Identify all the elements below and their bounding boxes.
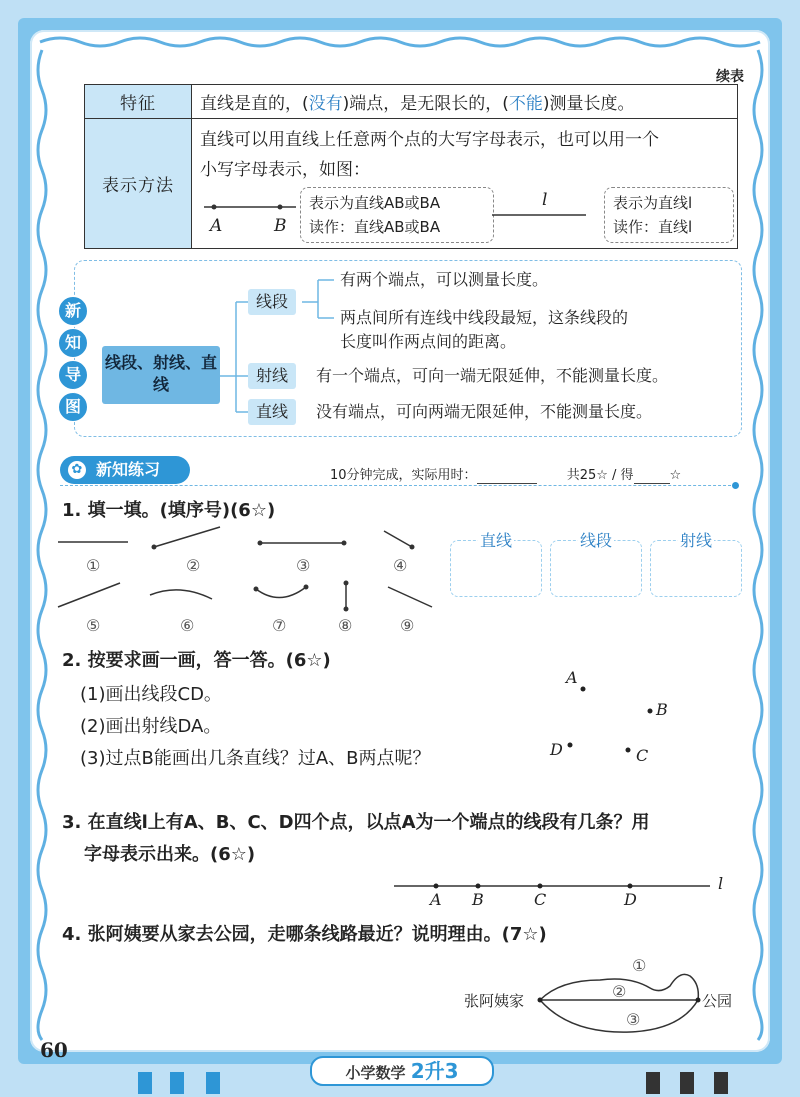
q1-title: 1. 填一填。(填序号)(6☆) (62, 500, 276, 521)
book-title: 小学数学 2升3 (310, 1056, 494, 1086)
fig-label-4: ④ (393, 556, 408, 575)
category-ray: 射线 (678, 528, 714, 551)
fig-label-2: ② (186, 556, 201, 575)
q2-item-1: (1)画出线段CD。 (80, 684, 222, 705)
timer-line: 10分钟完成，实际用时： 共25☆ / 得 ☆ (330, 468, 682, 483)
q2-title: 2. 按要求画一画，答一答。(6☆) (62, 650, 331, 671)
point-a-label: A (210, 215, 223, 236)
point-b-label: B (274, 215, 287, 236)
segment-desc-2a: 两点间所有连线中线段最短，这条线段的 (340, 308, 629, 327)
page-number: 60 (40, 1038, 68, 1062)
q4-home-label: 张阿姨家 (464, 992, 525, 1010)
q3-point-a: A (430, 890, 442, 909)
q3-title-a: 3. 在直线l上有A、B、C、D四个点，以点A为一个端点的线段有几条？用 (62, 812, 650, 833)
mindmap-side-title: 新 知 导 图 (58, 296, 88, 424)
q3-point-d: D (624, 890, 637, 909)
ray-desc: 有一个端点，可向一端无限延伸，不能测量长度。 (316, 366, 669, 385)
segment-desc-2b: 长度叫作两点间的距离。 (340, 332, 517, 351)
practice-divider (60, 485, 736, 486)
fig-label-8: ⑧ (338, 616, 353, 635)
ab-note-box: 表示为直线AB或BA 读作：直线AB或BA (300, 187, 494, 243)
row-header-feature: 特征 (85, 85, 192, 119)
continued-label: 续表 (716, 69, 744, 85)
q2-item-3: (3)过点B能画出几条直线？过A、B两点呢？ (80, 748, 431, 769)
q3-point-c: C (534, 890, 547, 909)
fig-label-1: ① (86, 556, 101, 575)
fill-answer-1: 没有 (308, 94, 343, 114)
q1-figures (50, 525, 450, 625)
segment-desc-1: 有两个端点，可以测量长度。 (340, 270, 549, 289)
line-desc: 没有端点，可向两端无限延伸，不能测量长度。 (316, 402, 653, 421)
medal-icon: ✿ (68, 461, 86, 479)
q4-park-label: 公园 (702, 992, 733, 1010)
route-label-1: ① (632, 956, 647, 975)
l-note-box: 表示为直线l 读作：直线l (604, 187, 734, 243)
q2-point-d: D (550, 740, 563, 759)
fill-answer-2: 不能 (508, 94, 543, 114)
q3-point-b: B (472, 890, 484, 909)
category-segment: 线段 (578, 528, 614, 551)
row-header-notation: 表示方法 (85, 119, 192, 249)
fig-label-6: ⑥ (180, 616, 195, 635)
feature-text: 直线是直的，(没有)端点，是无限长的，(不能)测量长度。 (192, 85, 738, 119)
route-label-2: ② (612, 982, 627, 1001)
fig-label-7: ⑦ (272, 616, 287, 635)
q3-line-label: l (718, 874, 724, 893)
mindmap-root: 线段、射线、直线 (102, 346, 220, 404)
practice-divider-dot (732, 482, 739, 489)
node-segment: 线段 (248, 289, 296, 315)
q2-point-b: B (656, 700, 668, 719)
fig-label-9: ⑨ (400, 616, 415, 635)
fig-label-5: ⑤ (86, 616, 101, 635)
node-line: 直线 (248, 399, 296, 425)
category-line: 直线 (478, 528, 514, 551)
practice-banner: ✿ 新知练习 (60, 456, 190, 484)
fig-label-3: ③ (296, 556, 311, 575)
node-ray: 射线 (248, 363, 296, 389)
line-l-label: l (542, 189, 548, 210)
q3-title-b: 字母表示出来。(6☆) (84, 844, 256, 865)
q2-point-c: C (636, 746, 649, 765)
notation-line2: 小写字母表示，如图： (200, 159, 370, 180)
q2-point-a: A (566, 668, 578, 687)
q2-item-2: (2)画出射线DA。 (80, 716, 222, 737)
notation-line1: 直线可以用直线上任意两个点的大写字母表示，也可以用一个 (200, 129, 659, 150)
route-label-3: ③ (626, 1010, 641, 1029)
q4-title: 4. 张阿姨要从家去公园，走哪条线路最近？说明理由。(7☆) (62, 924, 547, 945)
